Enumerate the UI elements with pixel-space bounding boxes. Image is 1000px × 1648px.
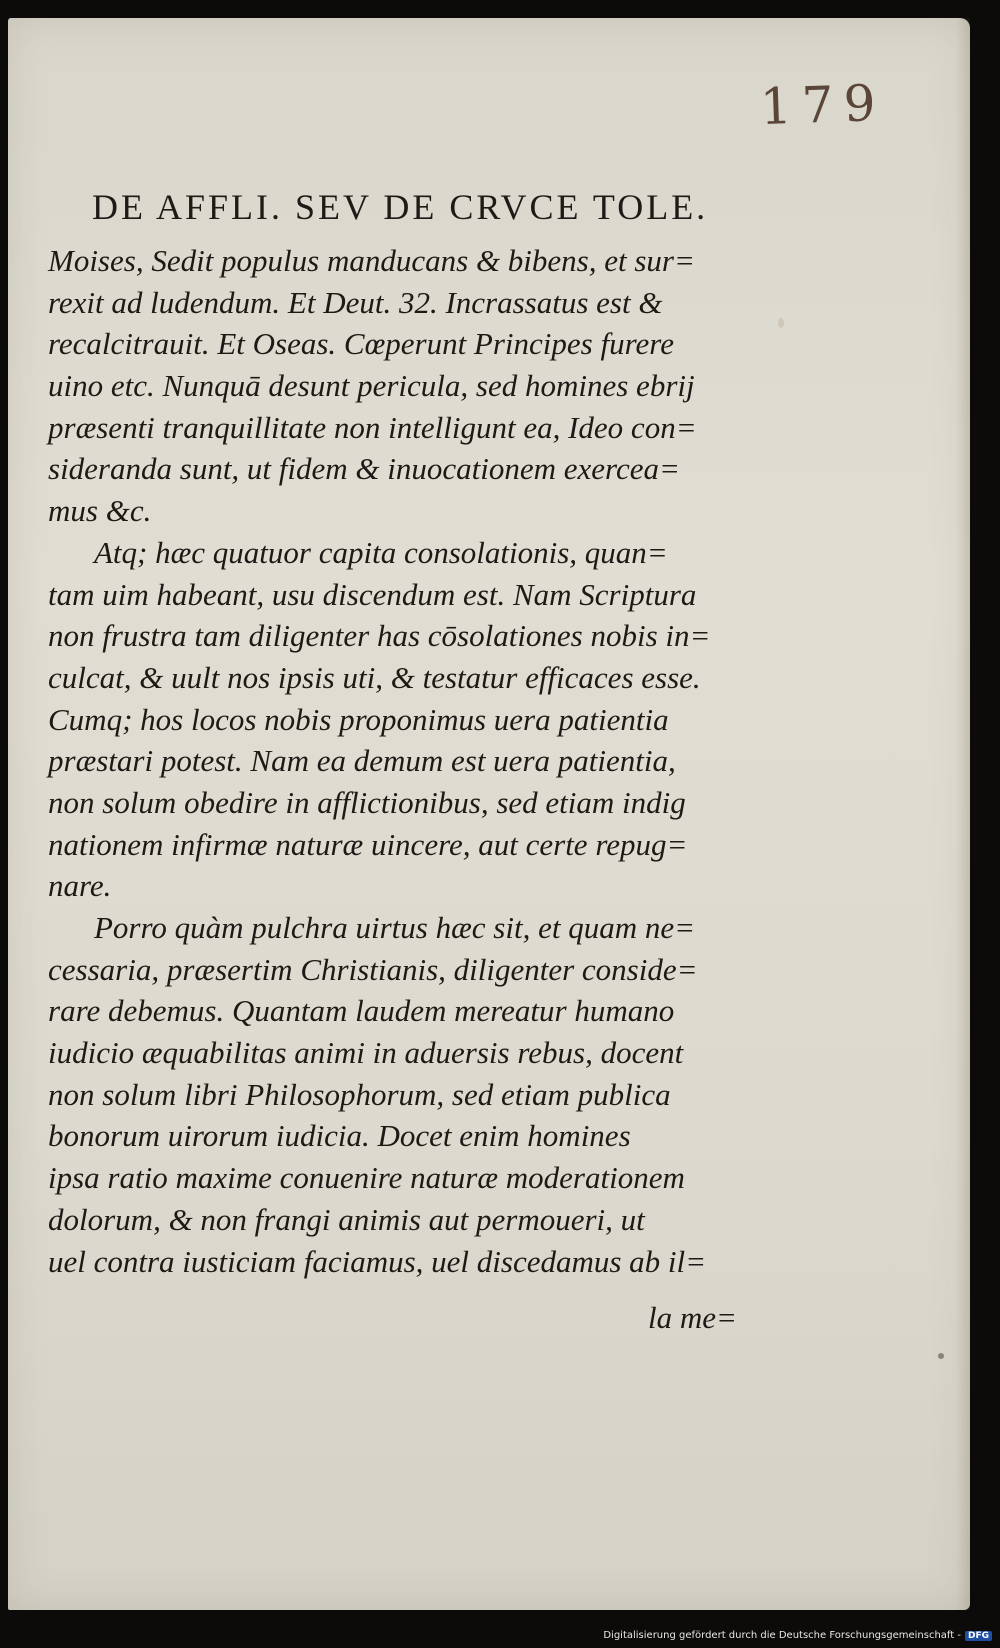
text-line: cessaria, præsertim Christianis, diligenter conside=: [48, 951, 698, 987]
folio-number: 179: [759, 73, 887, 137]
text-line: iudicio æquabilitas animi in aduersis rebus, docent: [48, 1035, 684, 1071]
text-line: Cumq; hos locos nobis proponimus uera patientia: [48, 701, 669, 737]
text-line: nare.: [48, 868, 112, 904]
text-line: rare debemus. Quantam laudem mereatur humano: [48, 993, 675, 1029]
text-line: non frustra tam diligenter has cōsolationes nobis in=: [48, 618, 711, 654]
digitization-credit: [603, 1630, 992, 1641]
text-line: rexit ad ludendum. Et Deut. 32. Incrassatus est &: [48, 284, 663, 320]
dfg-logo: DFG: [965, 1631, 992, 1641]
text-line: dolorum, & non frangi animis aut permoueri, ut: [48, 1201, 645, 1237]
text-line: ipsa ratio maxime conuenire naturæ moderationem: [48, 1160, 685, 1196]
page-edge: [956, 18, 970, 1610]
text-line: bonorum uirorum iudicia. Docet enim homines: [48, 1118, 631, 1154]
catchword: la me=: [648, 1300, 737, 1335]
book-page: [8, 18, 970, 1610]
text-line: Atq; hæc quatuor capita consolationis, quan=: [94, 534, 668, 570]
credit-text: Digitalisierung gefördert durch die Deutsche Forschungsgemeinschaft -: [603, 1630, 961, 1641]
text-line: culcat, & uult nos ipsis uti, & testatur efficaces esse.: [48, 659, 701, 695]
text-line: uel contra iusticiam faciamus, uel discedamus ab il=: [48, 1243, 707, 1279]
text-line: non solum libri Philosophorum, sed etiam publica: [48, 1076, 671, 1112]
text-line: præstari potest. Nam ea demum est uera patientia,: [48, 743, 676, 779]
text-line: uino etc. Nunquā desunt pericula, sed homines ebrij: [48, 368, 695, 404]
text-line: mus &c.: [48, 493, 152, 529]
text-line: Porro quàm pulchra uirtus hæc sit, et quam ne=: [94, 910, 696, 945]
paper-stain: [938, 1353, 944, 1359]
text-line: recalcitrauit. Et Oseas. Cœperunt Principes furere: [48, 326, 674, 362]
text-line: præsenti tranquillitate non intelligunt ea, Ideo con=: [48, 409, 697, 445]
text-line: non solum obedire in afflictionibus, sed etiam indig: [48, 784, 686, 820]
text-line: Moises, Sedit populus manducans & bibens, et sur=: [48, 243, 695, 278]
running-head: DE AFFLI. SEV DE CRVCE TOLE.: [92, 187, 709, 227]
text-line: sideranda sunt, ut fidem & inuocationem exercea=: [48, 451, 680, 487]
text-line: nationem infirmæ naturæ uincere, aut certe repug=: [48, 826, 688, 862]
text-line: tam uim habeant, usu discendum est. Nam Scriptura: [48, 576, 697, 612]
body-text: [48, 240, 748, 1282]
paper-stain: [778, 318, 784, 328]
